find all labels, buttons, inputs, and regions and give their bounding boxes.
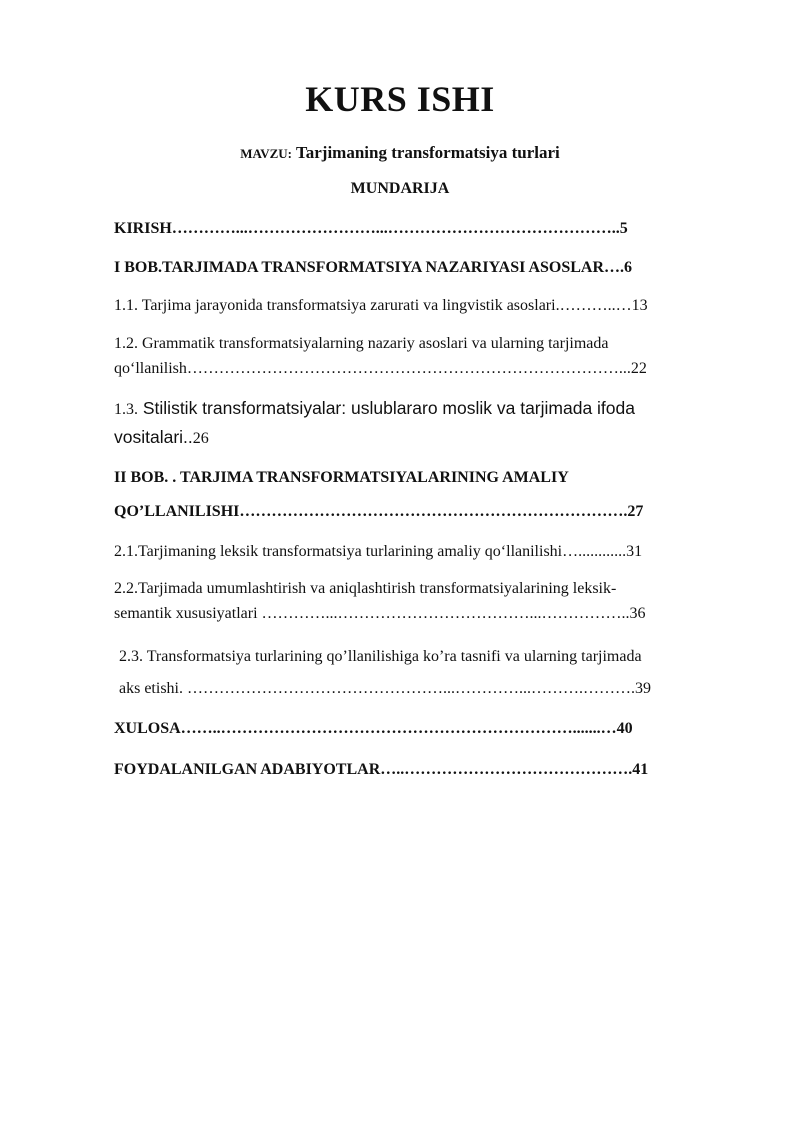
topic-text: Tarjimaning transformatsiya turlari [295, 143, 560, 162]
document-title: KURS ISHI [305, 79, 495, 119]
toc-entry-chapter1: I BOB.TARJIMADA TRANSFORMATSIYA NAZARIYASI ASOSLAR….6 [114, 259, 633, 276]
toc-entry-conclusion: XULOSA……..………………………………………………………….......…40 [114, 720, 633, 737]
toc-entry-1-3-page: 26 [192, 430, 209, 447]
toc-entry-1-2-line2: qo‘llanilish………………………………………………………………………...22 [114, 360, 647, 377]
toc-entry-chapter2-line1: II BOB. . TARJIMA TRANSFORMATSIYALARINING AMALIY [114, 469, 569, 486]
toc-entry-intro: KIRISH…………...……………………...……………………………………..5 [114, 220, 628, 237]
toc-entry-2-1: 2.1.Tarjimaning leksik transformatsiya turlarining amaliy qo‘llanilishi…............31 [114, 543, 643, 560]
topic-line [0, 143, 800, 163]
toc-entry-2-2-line1: 2.2.Tarjimada umumlashtirish va aniqlashtirish transformatsiyalarining leksik- [114, 580, 617, 597]
toc-entry-1-3-text: Stilistik transformatsiyalar: uslublararo moslik va tarjimada ifoda [142, 398, 635, 418]
toc-entry-2-3-line2: aks etishi. …………………………………………...…………...……….……….39 [119, 680, 651, 697]
toc-entry-1-3-text-end: vositalari.. [114, 427, 193, 447]
toc-entry-1-3-line2 [114, 427, 209, 448]
toc-entry-2-2-line2: semantik xususiyatlari …………...………………………………...……………..36 [114, 605, 646, 622]
toc-entry-1-3-line1 [114, 398, 635, 419]
toc-entry-1-2-line1: 1.2. Grammatik transformatsiyalarning nazariy asoslari va ularning tarjimada [114, 335, 609, 352]
toc-entry-1-3-number: 1.3. [114, 401, 138, 418]
toc-entry-references: FOYDALANILGAN ADABIYOTLAR…..…………………………………….41 [114, 761, 649, 778]
toc-entry-chapter2-line2: QO’LLANILISHI……………………………………………………………….27 [114, 503, 644, 520]
topic-label: MAVZU: [240, 146, 292, 161]
toc-entry-2-3-line1: 2.3. Transformatsiya turlarining qo’llanilishiga ko’ra tasnifi va ularning tarjimada [119, 648, 642, 665]
toc-entry-1-1: 1.1. Tarjima jarayonida transformatsiya zarurati va lingvistik asoslari.………..…13 [114, 297, 648, 314]
toc-heading: MUNDARIJA [350, 180, 450, 197]
